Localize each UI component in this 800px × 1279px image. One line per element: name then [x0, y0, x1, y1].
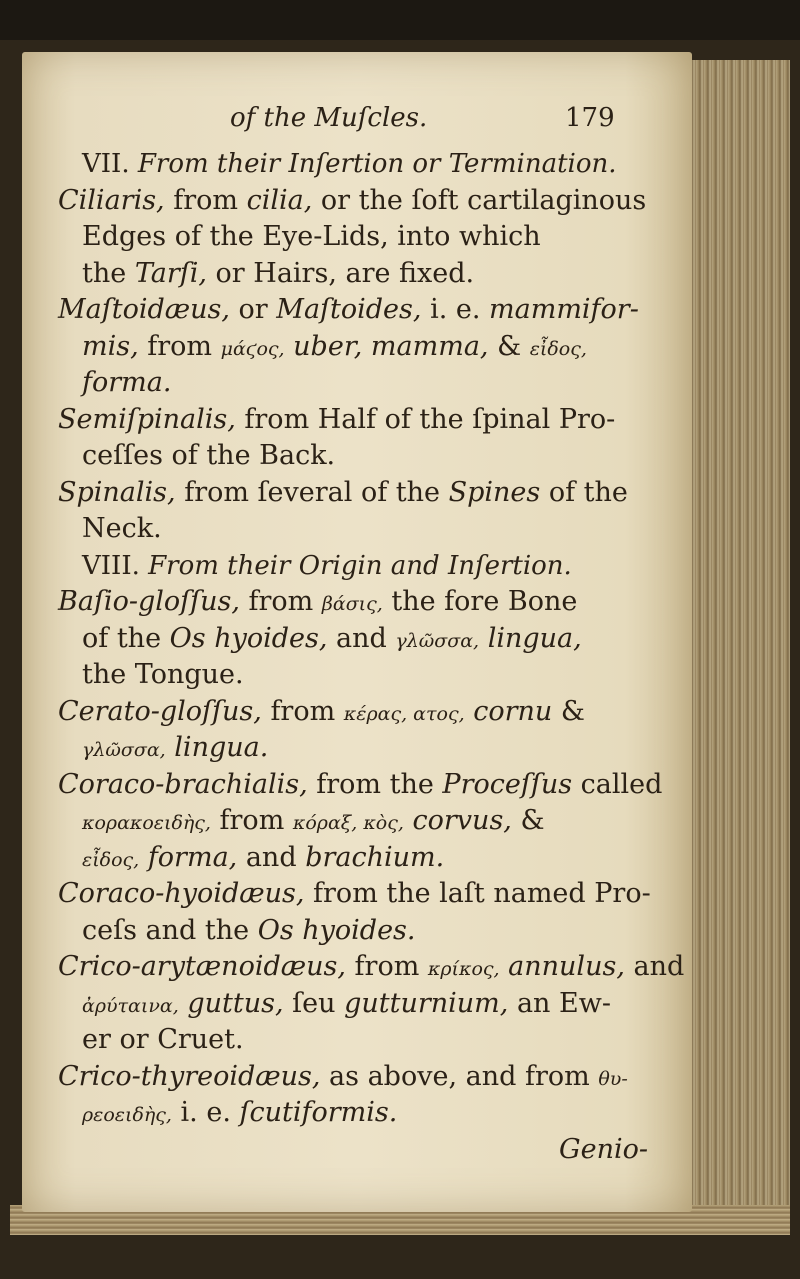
text-segment: the [82, 257, 135, 289]
text-segment: and [237, 841, 306, 873]
text-segment: Cerato-gloſſus, [58, 695, 262, 727]
text-segment: an Ew- [508, 987, 611, 1019]
text-line [58, 876, 678, 913]
text-segment: from Half of the ſpinal Pro- [235, 403, 616, 435]
text-segment: and [624, 951, 685, 982]
page-number: 179 [565, 103, 615, 133]
text-segment: ρεοειδὴς, [82, 1104, 172, 1126]
catchword: Genio- [559, 1133, 648, 1165]
text-line [58, 584, 678, 621]
text-segment: i. e. [171, 1097, 240, 1128]
text-segment: mammifor- [489, 294, 639, 325]
text-segment: mis, [82, 330, 139, 362]
section-heading [58, 548, 678, 585]
text-line [58, 1022, 678, 1059]
text-line [58, 292, 678, 329]
text-segment: or the ſoft cartilaginous [312, 184, 647, 216]
text-line [58, 913, 678, 950]
section-number: VIII. [82, 550, 140, 581]
text-segment: er or Cruet. [82, 1024, 244, 1055]
text-segment [465, 696, 474, 727]
text-segment: κρίκος, [427, 958, 500, 980]
text-segment: ceſſes of the Back. [82, 440, 336, 471]
text-segment: from [210, 805, 293, 836]
text-segment: gutturnium, [344, 987, 509, 1019]
text-segment: γλῶσσα, [395, 629, 480, 652]
text-segment: κορακοειδὴς, [82, 812, 211, 834]
text-segment: Ciliaris, [58, 184, 165, 216]
text-segment: ſcutiformis. [239, 1097, 398, 1128]
text-line [58, 1095, 678, 1132]
text-segment: of the [82, 622, 170, 654]
text-segment: lingua, [487, 622, 582, 654]
text-segment: Maſtoidæus, [58, 294, 230, 325]
text-segment: guttus, [187, 987, 284, 1019]
text-segment: & [488, 330, 530, 362]
text-segment: corvus, [412, 805, 512, 836]
text-line [58, 475, 678, 512]
section-title: From their Origin and Inſertion. [148, 550, 572, 581]
text-segment: εἶδος, [82, 848, 140, 871]
text-line [58, 365, 678, 402]
text-line [58, 329, 678, 366]
text-line [58, 986, 678, 1023]
text-segment: & [552, 695, 585, 727]
text-line [58, 657, 678, 694]
text-segment: ceſs and the [82, 914, 258, 946]
text-segment: as above, and from [320, 1060, 599, 1092]
text-segment: the Tongue. [82, 659, 244, 690]
text-segment: from [138, 330, 221, 362]
text-segment: cornu [473, 695, 553, 727]
text-segment: Edges of the Eye-Lids, into which [82, 221, 541, 252]
text-segment [166, 732, 175, 763]
text-segment: Semiſpinalis, [58, 403, 236, 435]
text-segment: θυ- [598, 1067, 628, 1090]
text-line [58, 694, 678, 731]
text-line [58, 438, 678, 475]
text-segment: κέρας, ατος, [343, 702, 465, 725]
text-segment: the fore Bone [382, 586, 578, 617]
section-title: From their Inſertion or Termination. [137, 149, 617, 179]
text-line [58, 767, 678, 804]
text-segment: Coraco-brachialis, [58, 768, 308, 800]
section-heading [58, 146, 678, 183]
text-line [58, 219, 678, 256]
text-segment: i. e. [421, 294, 490, 325]
text-segment: or Hairs, are fixed. [206, 257, 475, 289]
text-segment: lingua. [174, 732, 269, 763]
text-segment: of the [540, 476, 628, 508]
text-segment: annulus, [508, 951, 625, 982]
running-header [58, 100, 678, 146]
text-line [58, 1059, 678, 1096]
text-segment: Spines [448, 476, 541, 508]
text-segment: & [511, 805, 545, 836]
page-edges [680, 60, 790, 1210]
text-line [58, 402, 678, 439]
text-segment [404, 805, 413, 836]
text-segment: ſeu [283, 987, 345, 1019]
text-segment: ἀρύταινα, [82, 994, 179, 1017]
body-content [58, 146, 685, 1132]
text-segment: forma, [147, 841, 238, 873]
text-segment: Tarſi, [134, 257, 207, 289]
text-line [58, 621, 678, 658]
text-line [58, 256, 678, 293]
text-segment: Os hyoides. [257, 914, 416, 946]
page-text [58, 100, 685, 1168]
text-line [58, 511, 678, 548]
text-segment: from [164, 184, 247, 216]
text-segment: Proceſſus [442, 768, 573, 800]
text-segment: μάϛος, [220, 337, 285, 360]
text-segment: Os hyoides, [169, 622, 328, 654]
text-segment: Coraco-hyoidæus, [58, 878, 305, 909]
text-segment: from [345, 951, 428, 982]
text-line [58, 803, 678, 840]
text-segment [500, 951, 509, 982]
text-segment [479, 623, 488, 654]
text-segment: βάσις, [321, 593, 383, 615]
text-segment: cilia, [246, 184, 313, 216]
text-segment: Maſtoides, [276, 294, 422, 325]
text-segment [139, 842, 148, 873]
text-segment: from ſeveral of the [175, 476, 449, 508]
catchword-line [58, 1132, 678, 1169]
text-segment: brachium. [305, 841, 445, 873]
text-segment: from [239, 586, 322, 617]
text-segment: from the [307, 768, 443, 800]
text-segment: forma. [82, 367, 172, 398]
text-line [58, 840, 678, 877]
running-title: of the Muſcles. [230, 103, 428, 133]
text-segment: Baſio-gloſſus, [58, 586, 240, 617]
text-segment: from [261, 695, 344, 727]
text-segment: and [327, 622, 396, 654]
text-line [58, 949, 685, 986]
text-segment: εἶδος, [529, 337, 587, 360]
text-segment: Crico-arytænoidæus, [58, 951, 346, 982]
text-segment: κόραξ, κὸς, [292, 812, 404, 834]
text-segment: Neck. [82, 513, 162, 544]
text-line [58, 730, 678, 767]
section-number: VII. [82, 149, 130, 179]
text-line [58, 183, 678, 220]
text-segment: γλῶσσα, [82, 739, 166, 761]
text-segment: Spinalis, [58, 476, 176, 508]
text-segment: called [572, 768, 663, 800]
text-segment: from the laſt named Pro- [304, 878, 651, 909]
text-segment [285, 331, 294, 362]
text-segment: or [229, 294, 277, 325]
text-segment: Crico-thyreoidæus, [58, 1060, 321, 1092]
text-segment: uber, mamma, [293, 330, 489, 362]
